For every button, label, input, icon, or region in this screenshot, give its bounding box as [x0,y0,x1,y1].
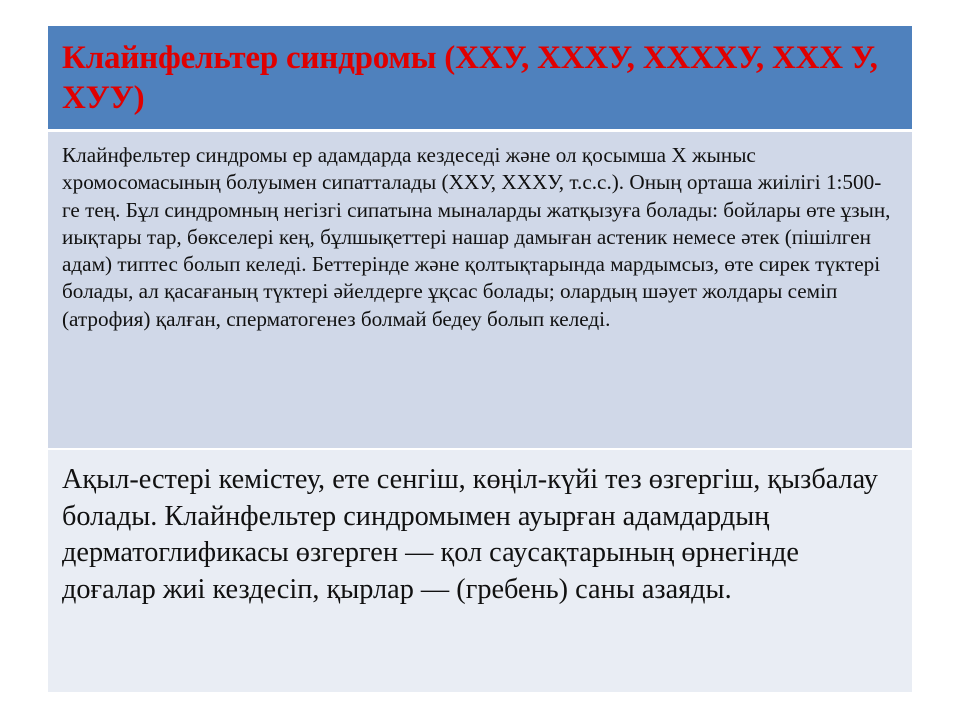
content-table [48,26,912,692]
description-paragraph: Клайнфельтер синдромы ер адамдарда кездеседі және ол қосымша Х жыныс хромосомасының болуымен сипатталады (ХХУ, ХХХУ, т.с.с.). Оның орташа жиілігі 1:500-ге тең. Бұл синдромның негізгі сипатына мыналарды жатқызуға болады: бойлары өте ұзын, иықтары тар, бөкселері кең, бұлшықеттері нашар дамыған астеник немесе әтек (пішілген адам) типтес болып келеді. Беттерінде және қолтықтарында мардымсыз, өте сирек түктері болады, ал қасағаның түктері әйелдерге ұқсас болады; олардың шәует жолдары семіп (атрофия) қалған, сперматогенез болмай бедеу болып келеді. [62,143,891,331]
table-row-description [48,132,912,450]
table-row-symptoms [48,450,912,692]
slide-title: Клайнфельтер синдромы (XXУ, XXXУ, XXXXУ, XXX У, XУУ) [62,40,878,116]
table-header-row [48,26,912,132]
symptoms-paragraph: Ақыл-естері кемістеу, ете сенгіш, көңіл-күйі тез өзгергіш, қызбалау болады. Клайнфельтер синдромымен ауырған адамдардың дерматоглификасы өзгерген — қол саусақтарының өрнегінде доғалар жиі кездесіп, қырлар — (гребень) саны азаяды. [62,464,878,605]
